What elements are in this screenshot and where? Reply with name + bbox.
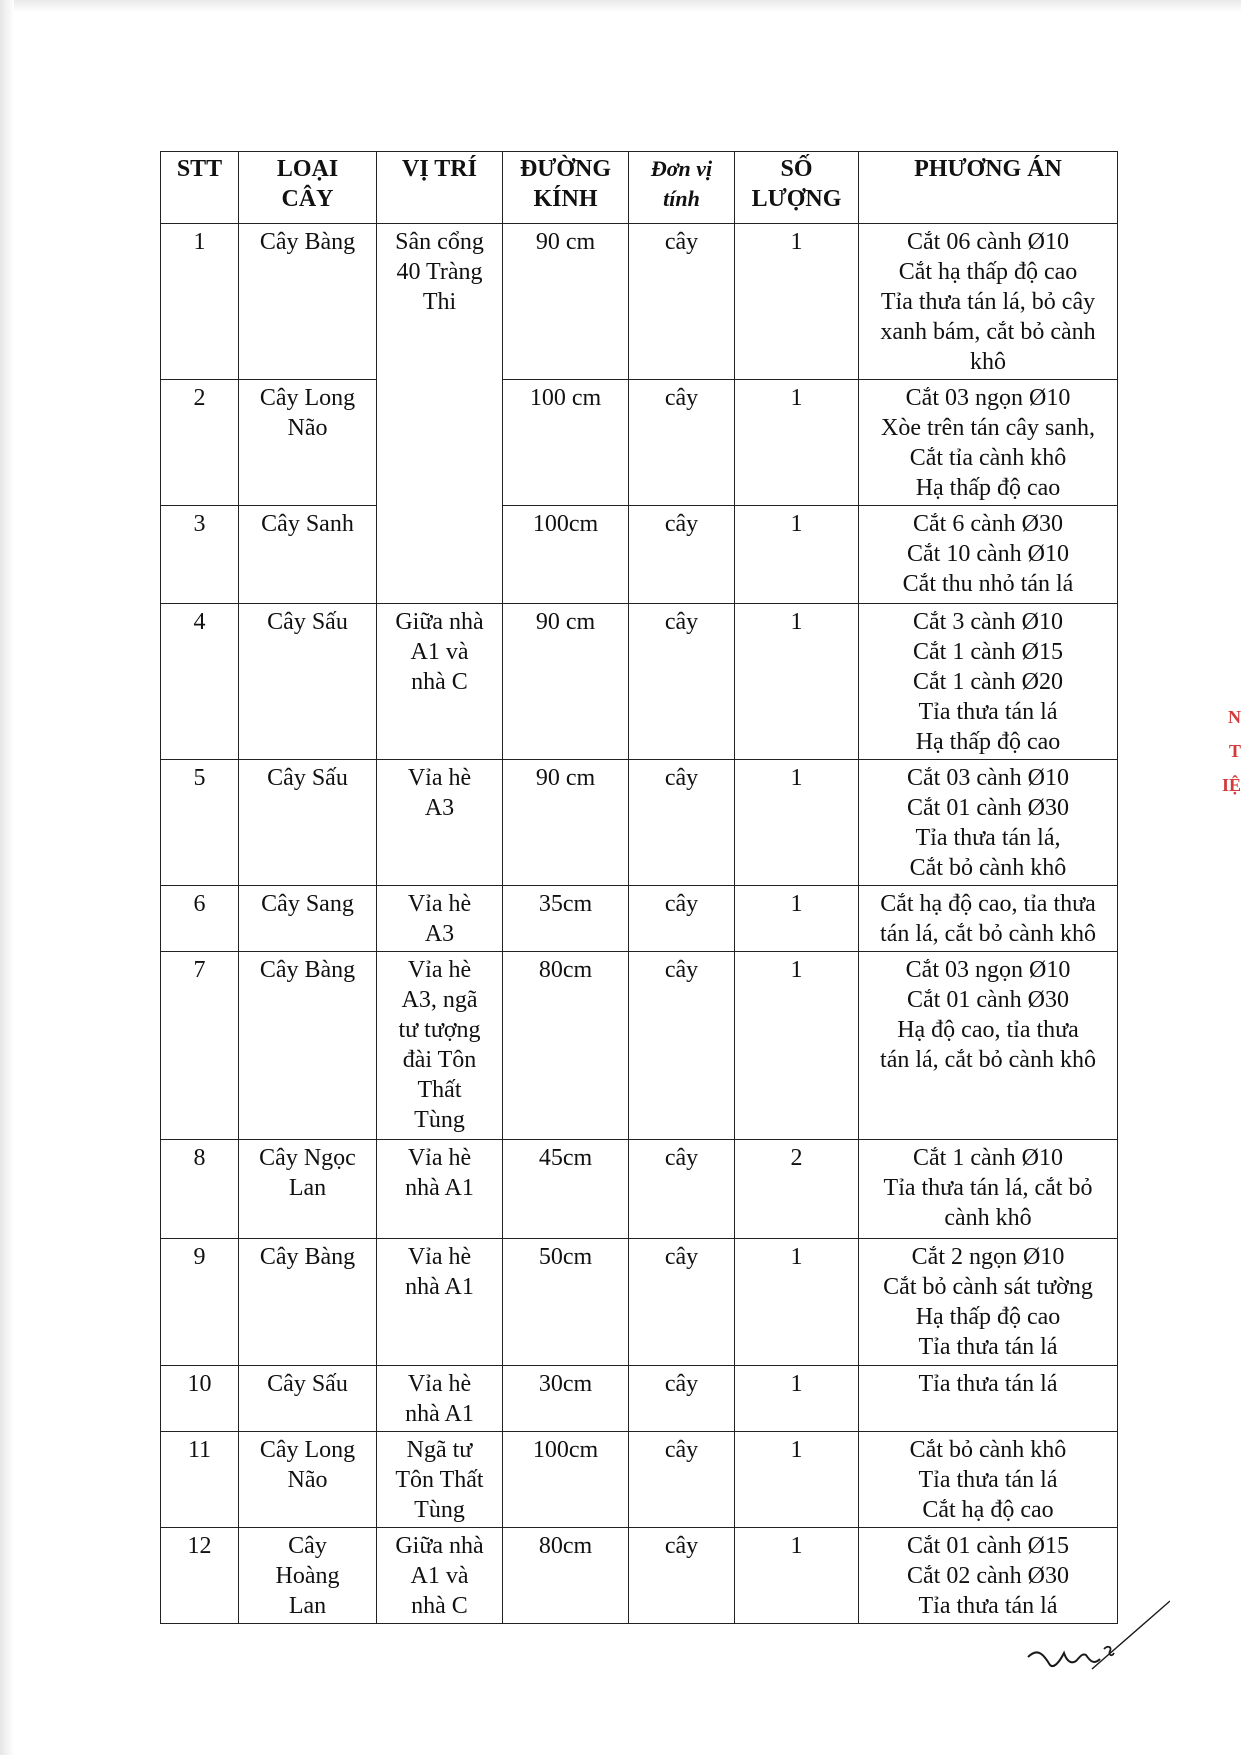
table-row bbox=[161, 224, 1118, 380]
cell-phuong-an: Cắt 03 ngọn Ø10 Xòe trên tán cây sanh, Cắt tỉa cành khô Hạ thấp độ cao bbox=[859, 380, 1118, 506]
cell-duong-kinh: 90 cm bbox=[503, 604, 629, 760]
cell-vi-tri: Ngã tư Tôn Thất Tùng bbox=[377, 1432, 503, 1528]
cell-loai-cay: Cây Bàng bbox=[239, 1239, 377, 1366]
cell-loai-cay: Cây Sấu bbox=[239, 1366, 377, 1432]
cell-duong-kinh: 30cm bbox=[503, 1366, 629, 1432]
cell-phuong-an: Cắt 01 cành Ø15 Cắt 02 cành Ø30 Tỉa thưa tán lá bbox=[859, 1528, 1118, 1624]
cell-phuong-an: Cắt 3 cành Ø10 Cắt 1 cành Ø15 Cắt 1 cành Ø20 Tỉa thưa tán lá Hạ thấp độ cao bbox=[859, 604, 1118, 760]
cell-phuong-an: Cắt 03 ngọn Ø10 Cắt 01 cành Ø30 Hạ độ cao, tỉa thưa tán lá, cắt bỏ cành khô bbox=[859, 952, 1118, 1140]
cell-phuong-an: Cắt 6 cành Ø30 Cắt 10 cành Ø10 Cắt thu nhỏ tán lá bbox=[859, 506, 1118, 604]
cell-so-luong: 1 bbox=[735, 1432, 859, 1528]
cell-stt: 1 bbox=[161, 224, 239, 380]
scan-edge-top bbox=[0, 0, 1241, 12]
cell-stt: 4 bbox=[161, 604, 239, 760]
cell-loai-cay: Cây Sấu bbox=[239, 604, 377, 760]
cell-phuong-an: Tỉa thưa tán lá bbox=[859, 1366, 1118, 1432]
cell-stt: 5 bbox=[161, 760, 239, 886]
table-row bbox=[161, 952, 1118, 1140]
cell-vi-tri: Vỉa hè nhà A1 bbox=[377, 1239, 503, 1366]
table-row bbox=[161, 506, 1118, 604]
cell-stt: 12 bbox=[161, 1528, 239, 1624]
table-row bbox=[161, 1366, 1118, 1432]
cell-loai-cay: Cây Hoàng Lan bbox=[239, 1528, 377, 1624]
cell-stt: 3 bbox=[161, 506, 239, 604]
cell-duong-kinh: 100cm bbox=[503, 506, 629, 604]
cell-duong-kinh: 80cm bbox=[503, 952, 629, 1140]
cell-loai-cay: Cây Long Não bbox=[239, 380, 377, 506]
cell-loai-cay: Cây Sấu bbox=[239, 760, 377, 886]
cell-duong-kinh: 90 cm bbox=[503, 224, 629, 380]
cell-so-luong: 2 bbox=[735, 1140, 859, 1239]
cell-stt: 2 bbox=[161, 380, 239, 506]
table-row bbox=[161, 760, 1118, 886]
cell-so-luong: 1 bbox=[735, 224, 859, 380]
cell-don-vi: cây bbox=[629, 1366, 735, 1432]
table-row bbox=[161, 1140, 1118, 1239]
side-stamp-fragment: N T IỆ bbox=[1221, 707, 1241, 795]
cell-so-luong: 1 bbox=[735, 952, 859, 1140]
table-row bbox=[161, 380, 1118, 506]
cell-duong-kinh: 50cm bbox=[503, 1239, 629, 1366]
table-row bbox=[161, 604, 1118, 760]
header-so-luong: SỐ LƯỢNG bbox=[735, 152, 859, 224]
handwritten-signature-icon bbox=[1020, 1595, 1170, 1685]
cell-loai-cay: Cây Bàng bbox=[239, 952, 377, 1140]
cell-so-luong: 1 bbox=[735, 1239, 859, 1366]
table-row bbox=[161, 886, 1118, 952]
cell-duong-kinh: 45cm bbox=[503, 1140, 629, 1239]
cell-stt: 10 bbox=[161, 1366, 239, 1432]
cell-vi-tri: Vỉa hè A3, ngã tư tượng đài Tôn Thất Tùng bbox=[377, 952, 503, 1140]
cell-duong-kinh: 35cm bbox=[503, 886, 629, 952]
header-stt: STT bbox=[161, 152, 239, 224]
cell-phuong-an: Cắt 06 cành Ø10 Cắt hạ thấp độ cao Tỉa thưa tán lá, bỏ cây xanh bám, cắt bỏ cành khô bbox=[859, 224, 1118, 380]
cell-don-vi: cây bbox=[629, 1140, 735, 1239]
cell-loai-cay: Cây Ngọc Lan bbox=[239, 1140, 377, 1239]
cell-vi-tri: Vỉa hè nhà A1 bbox=[377, 1140, 503, 1239]
cell-so-luong: 1 bbox=[735, 1366, 859, 1432]
cell-so-luong: 1 bbox=[735, 760, 859, 886]
cell-duong-kinh: 100 cm bbox=[503, 380, 629, 506]
cell-don-vi: cây bbox=[629, 506, 735, 604]
cell-don-vi: cây bbox=[629, 604, 735, 760]
cell-vi-tri: Giữa nhà A1 và nhà C bbox=[377, 604, 503, 760]
cell-duong-kinh: 80cm bbox=[503, 1528, 629, 1624]
cell-don-vi: cây bbox=[629, 1432, 735, 1528]
cell-vi-tri: Sân cổng 40 Tràng Thi bbox=[377, 224, 503, 604]
cell-duong-kinh: 100cm bbox=[503, 1432, 629, 1528]
header-loai-cay: LOẠI CÂY bbox=[239, 152, 377, 224]
cell-so-luong: 1 bbox=[735, 604, 859, 760]
cell-so-luong: 1 bbox=[735, 1528, 859, 1624]
cell-so-luong: 1 bbox=[735, 886, 859, 952]
cell-phuong-an: Cắt bỏ cành khô Tỉa thưa tán lá Cắt hạ độ cao bbox=[859, 1432, 1118, 1528]
cell-don-vi: cây bbox=[629, 760, 735, 886]
cell-loai-cay: Cây Bàng bbox=[239, 224, 377, 380]
cell-phuong-an: Cắt hạ độ cao, tỉa thưa tán lá, cắt bỏ cành khô bbox=[859, 886, 1118, 952]
table-row bbox=[161, 1528, 1118, 1624]
cell-phuong-an: Cắt 2 ngọn Ø10 Cắt bỏ cành sát tường Hạ thấp độ cao Tỉa thưa tán lá bbox=[859, 1239, 1118, 1366]
cell-don-vi: cây bbox=[629, 1528, 735, 1624]
header-duong-kinh: ĐƯỜNG KÍNH bbox=[503, 152, 629, 224]
header-vi-tri: VỊ TRÍ bbox=[377, 152, 503, 224]
cell-loai-cay: Cây Sanh bbox=[239, 506, 377, 604]
cell-stt: 7 bbox=[161, 952, 239, 1140]
header-row bbox=[161, 152, 1118, 224]
cell-stt: 11 bbox=[161, 1432, 239, 1528]
table-row bbox=[161, 1239, 1118, 1366]
header-don-vi: Đơn vị tính bbox=[629, 152, 735, 224]
cell-don-vi: cây bbox=[629, 380, 735, 506]
cell-vi-tri: Vỉa hè A3 bbox=[377, 886, 503, 952]
cell-vi-tri: Vỉa hè A3 bbox=[377, 760, 503, 886]
cell-don-vi: cây bbox=[629, 1239, 735, 1366]
cell-loai-cay: Cây Sang bbox=[239, 886, 377, 952]
cell-vi-tri: Giữa nhà A1 và nhà C bbox=[377, 1528, 503, 1624]
table-row bbox=[161, 1432, 1118, 1528]
cell-phuong-an: Cắt 03 cành Ø10 Cắt 01 cành Ø30 Tỉa thưa tán lá, Cắt bỏ cành khô bbox=[859, 760, 1118, 886]
cell-stt: 6 bbox=[161, 886, 239, 952]
cell-vi-tri: Vỉa hè nhà A1 bbox=[377, 1366, 503, 1432]
cell-phuong-an: Cắt 1 cành Ø10 Tỉa thưa tán lá, cắt bỏ cành khô bbox=[859, 1140, 1118, 1239]
cell-duong-kinh: 90 cm bbox=[503, 760, 629, 886]
cell-loai-cay: Cây Long Não bbox=[239, 1432, 377, 1528]
cell-so-luong: 1 bbox=[735, 380, 859, 506]
cell-stt: 9 bbox=[161, 1239, 239, 1366]
tree-pruning-table bbox=[160, 151, 1118, 1624]
cell-stt: 8 bbox=[161, 1140, 239, 1239]
cell-don-vi: cây bbox=[629, 886, 735, 952]
cell-don-vi: cây bbox=[629, 952, 735, 1140]
cell-so-luong: 1 bbox=[735, 506, 859, 604]
cell-don-vi: cây bbox=[629, 224, 735, 380]
header-phuong-an: PHƯƠNG ÁN bbox=[859, 152, 1118, 224]
scan-edge-left bbox=[0, 0, 14, 1755]
